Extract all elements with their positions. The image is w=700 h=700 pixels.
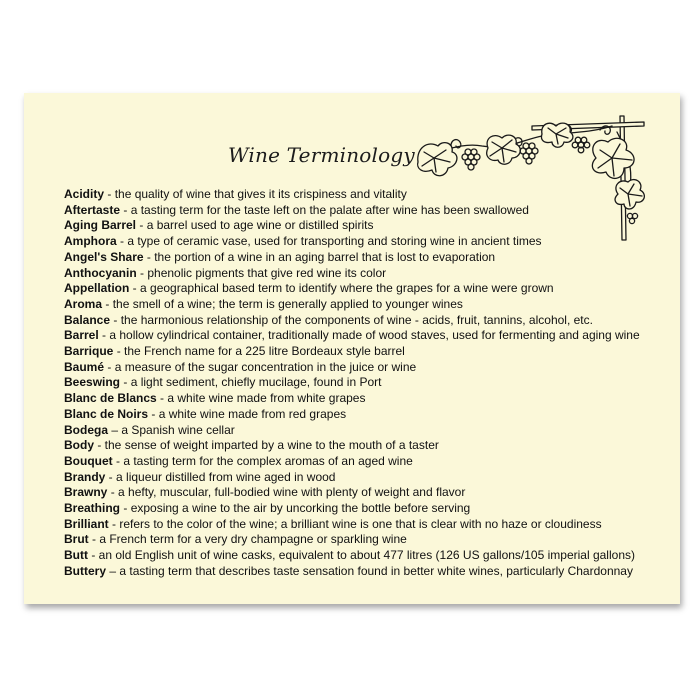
term-entry [64, 360, 664, 376]
term-separator: - [113, 344, 125, 359]
term-definition: phenolic pigments that give red wine its color [147, 265, 387, 280]
term-definition: an old English unit of wine casks, equivalent to about 477 litres (126 US gallons/105 imperial gallons) [98, 548, 635, 563]
term-entry [64, 297, 664, 313]
term-definition: a tasting term that describes taste sensation found in better white wines, particularly Chardonnay [119, 563, 633, 578]
term-name: Barrel [64, 328, 99, 343]
term-name: Beeswing [64, 375, 121, 390]
term-name: Appellation [64, 281, 130, 296]
term-entry [64, 218, 664, 234]
page-title: Wine Terminology [228, 143, 415, 167]
term-name: Balance [64, 312, 111, 327]
term-name: Buttery [64, 563, 107, 578]
term-entry [64, 375, 664, 391]
term-name: Aftertaste [64, 202, 121, 217]
term-separator: - [107, 485, 119, 500]
term-name: Baumé [64, 359, 105, 374]
term-definition: a white wine made from red grapes [158, 406, 347, 421]
term-definition: the quality of wine that gives it its crispiness and vitality [114, 187, 407, 201]
term-entry [64, 313, 664, 329]
term-definition: the French name for a 225 litre Bordeaux style barrel [124, 344, 405, 359]
term-entry [64, 501, 664, 517]
term-separator: - [104, 187, 115, 201]
term-definition: the sense of weight imparted by a wine to the mouth of a taster [104, 438, 439, 453]
term-definition: a tasting term for the taste left on the palate after wine has been swallowed [130, 202, 529, 217]
term-separator: - [120, 501, 131, 516]
term-entry [64, 328, 664, 344]
term-entry [64, 407, 664, 423]
term-separator: - [94, 438, 105, 453]
term-separator: - [88, 532, 100, 547]
term-definition: a measure of the sugar concentration in the juice or wine [114, 359, 417, 374]
term-name: Barrique [64, 344, 114, 359]
term-name: Brandy [64, 469, 106, 484]
term-name: Blanc de Noirs [64, 406, 149, 421]
term-definition: refers to the color of the wine; a brilliant wine is one that is clear with no haze or cloudiness [119, 516, 602, 531]
term-entry [64, 187, 664, 203]
term-separator: - [156, 391, 168, 406]
term-name: Angel's Share [64, 249, 144, 264]
term-entry [64, 203, 664, 219]
term-definition: the harmonious relationship of the components of wine - acids, fruit, tannins, alcohol, etc. [120, 312, 593, 327]
term-name: Brawny [64, 485, 108, 500]
term-name: Bouquet [64, 453, 113, 468]
term-separator: - [105, 469, 117, 484]
term-entry [64, 281, 664, 297]
term-definition: a hefty, muscular, full-bodied wine with plenty of weight and flavor [118, 485, 466, 500]
term-definition: a French term for a very dry champagne or sparkling wine [99, 532, 407, 547]
term-name: Aroma [64, 296, 103, 311]
term-definition: a tasting term for the complex aromas of an aged wine [123, 453, 413, 468]
term-separator: - [108, 516, 120, 531]
term-entry [64, 391, 664, 407]
term-separator: - [120, 202, 131, 217]
term-definition: a barrel used to age wine or distilled spirits [146, 218, 374, 233]
term-entry [64, 532, 664, 548]
term-name: Brilliant [64, 516, 109, 531]
term-separator: - [88, 548, 99, 563]
term-name: Anthocyanin [64, 265, 137, 280]
term-separator: - [112, 453, 124, 468]
term-name: Brut [64, 532, 89, 547]
term-definition: a type of ceramic vase, used for transporting and storing wine in ancient times [127, 234, 542, 249]
term-name: Acidity [64, 187, 105, 201]
term-separator: - [143, 249, 155, 264]
term-name: Amphora [64, 234, 117, 249]
term-entry [64, 548, 664, 564]
term-separator: – [108, 422, 122, 437]
term-separator: - [129, 281, 141, 296]
term-separator: - [148, 406, 159, 421]
term-name: Butt [64, 548, 88, 563]
term-separator: - [136, 265, 148, 280]
term-separator: - [102, 296, 113, 311]
terminology-list [64, 187, 664, 580]
term-entry [64, 234, 664, 250]
term-definition: a Spanish wine cellar [121, 422, 235, 437]
term-separator: - [120, 375, 131, 390]
term-entry [64, 266, 664, 282]
term-separator: - [136, 218, 147, 233]
term-definition: a liqueur distilled from wine aged in wood [116, 469, 336, 484]
term-entry [64, 454, 664, 470]
term-name: Blanc de Blancs [64, 391, 157, 406]
term-separator: – [106, 563, 120, 578]
term-name: Breathing [64, 501, 121, 516]
term-definition: a white wine made from white grapes [167, 391, 366, 406]
term-entry [64, 250, 664, 266]
term-entry [64, 564, 664, 580]
term-separator: - [116, 234, 128, 249]
term-name: Body [64, 438, 94, 453]
term-definition: the portion of a wine in an aging barrel that is lost to evaporation [154, 249, 496, 264]
term-entry [64, 470, 664, 486]
term-separator: - [110, 312, 121, 327]
term-entry [64, 517, 664, 533]
term-name: Aging Barrel [64, 218, 137, 233]
term-name: Bodega [64, 422, 109, 437]
term-separator: - [98, 328, 110, 343]
term-entry [64, 485, 664, 501]
term-definition: a light sediment, chiefly mucilage, found in Port [130, 375, 382, 390]
term-definition: a geographical based term to identify where the grapes for a wine were grown [140, 281, 554, 296]
term-entry [64, 423, 664, 439]
term-definition: the smell of a wine; the term is generally applied to younger wines [112, 296, 463, 311]
term-separator: - [104, 359, 115, 374]
term-entry [64, 344, 664, 360]
term-entry [64, 438, 664, 454]
term-definition: a hollow cylindrical container, traditionally made of wood staves, used for fermenting and aging wine [109, 328, 640, 343]
term-definition: exposing a wine to the air by uncorking the bottle before serving [130, 501, 471, 516]
